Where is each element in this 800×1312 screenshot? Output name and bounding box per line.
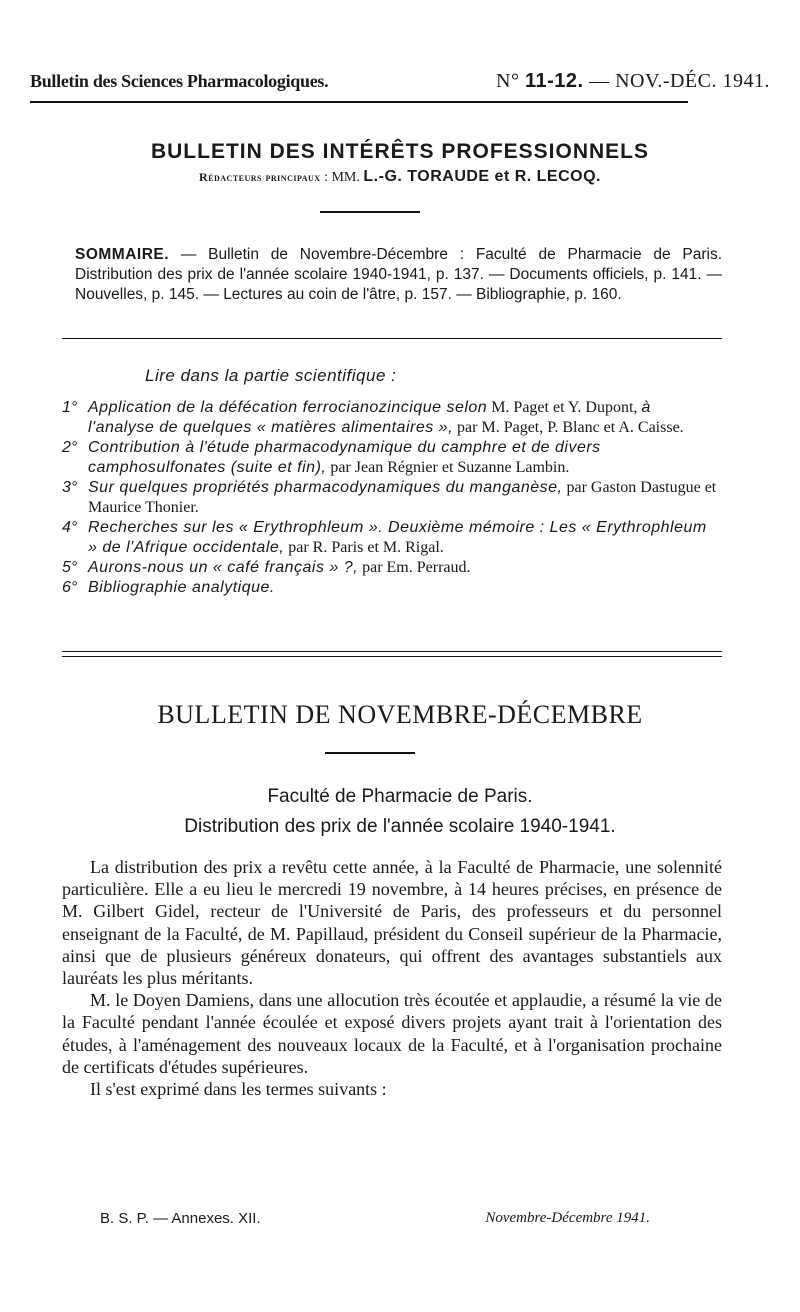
item-authors: par R. Paris et M. Rigal.: [284, 539, 444, 556]
running-head: [30, 70, 770, 96]
journal-name: Bulletin des Sciences Pharmacologiques.: [30, 71, 329, 91]
item-title: Aurons-nous un « café français » ?,: [88, 559, 359, 576]
divider: [62, 338, 722, 339]
page-footer: [100, 1210, 650, 1227]
article-body: [62, 856, 722, 1100]
list-item: [62, 398, 718, 438]
divider: [325, 752, 415, 754]
item-title: Application de la défécation ferrocianozincique selon: [88, 399, 488, 416]
item-title: Sur quelques propriétés pharmacodynamiques du manganèse,: [88, 479, 563, 496]
editors-line: [0, 168, 800, 186]
item-title: à l'analyse de quelques « matières alimentaires »,: [88, 399, 651, 436]
item-title: Contribution à l'étude pharmacodynamique du camphre et de divers camphosulfonates (suite et fin),: [88, 439, 601, 476]
list-item: [62, 558, 718, 578]
list-item: [62, 478, 718, 518]
section-subheading: Distribution des prix de l'année scolaire 1940-1941.: [184, 816, 616, 837]
item-title: Bibliographie analytique.: [88, 579, 275, 596]
issue-date: — NOV.-DÉC. 1941.: [589, 70, 770, 92]
item-authors: M. Paget et Y. Dupont,: [487, 399, 642, 416]
scientific-list: [62, 398, 718, 598]
header-rule: [30, 101, 688, 103]
paragraph: Il s'est exprimé dans les termes suivants :: [90, 1079, 387, 1100]
item-authors: par Em. Perraud.: [358, 559, 471, 576]
divider: [320, 211, 420, 213]
footer-left: B. S. P. — Annexes. XII.: [100, 1210, 261, 1227]
item-authors: par M. Paget, P. Blanc et A. Caisse.: [453, 419, 684, 436]
masthead-title: BULLETIN DES INTÉRÊTS PROFESSIONNELS: [150, 140, 650, 163]
double-divider: [62, 651, 722, 657]
item-title: Recherches sur les « Erythrophleum ». Deuxième mémoire : Les « Erythrophleum » de l'Afrique occidentale,: [88, 519, 707, 556]
issue-number: 11-12.: [524, 70, 584, 92]
sommaire-text: — Bulletin de Novembre-Décembre : Faculté de Pharmacie de Paris. Distribution des prix de l'année scolaire 1940-1941, p. 137. — Documents officiels, p. 141. — Nouvelles, p. 145. — Lectures au coin de l'âtre, p. 157. — Bibliographie, p. 160.: [75, 246, 722, 303]
item-number: 2°: [62, 439, 78, 456]
item-number: 5°: [62, 559, 78, 576]
editors-label: Rédacteurs principaux: [199, 170, 321, 184]
item-number: 4°: [62, 519, 78, 536]
item-number: 6°: [62, 579, 78, 596]
list-item: [62, 438, 718, 478]
footer-right: Novembre-Décembre 1941.: [485, 1210, 650, 1226]
item-number: 1°: [62, 399, 78, 416]
item-authors: par Gaston Dastugue et Maurice Thonier.: [88, 479, 717, 516]
scientific-intro: Lire dans la partie scientifique :: [145, 366, 397, 385]
issue-prefix: N°: [496, 70, 520, 92]
editors-names: L.-G. TORAUDE et R. LECOQ.: [363, 168, 601, 185]
sommaire: [75, 245, 722, 305]
section-heading: Faculté de Pharmacie de Paris.: [267, 786, 533, 807]
item-number: 3°: [62, 479, 78, 496]
item-authors: par Jean Régnier et Suzanne Lambin.: [326, 459, 570, 476]
paragraph: La distribution des prix a revêtu cette année, à la Faculté de Pharmacie, une solennité particulière. Elle a eu lieu le mercredi 19 novembre, à 14 heures précises, en présence de M. Gilbert Gidel, recteur de l'Université de Paris, des professeurs et du personnel enseignant de la Faculté, de M. Papillaud, président du Conseil supérieur de la Pharmacie, ainsi que de plusieurs généreux donateurs, qui offrent des avantages substantiels aux lauréats les plus méritants.: [62, 857, 722, 989]
issue-info: [496, 70, 770, 93]
list-item: [62, 578, 718, 598]
sommaire-label: SOMMAIRE.: [75, 246, 170, 263]
editors-mid: : MM.: [320, 170, 364, 185]
list-item: [62, 518, 718, 558]
paragraph: M. le Doyen Damiens, dans une allocution très écoutée et applaudie, a résumé la vie de la Faculté pendant l'année écoulée et exposé divers projets ayant trait à l'orientation des études, à l'aménagement des nouveaux locaux de la Faculté, et à l'organisation prochaine de certificats d'études supérieures.: [62, 990, 722, 1077]
page-title: BULLETIN DE NOVEMBRE-DÉCEMBRE: [157, 700, 643, 729]
